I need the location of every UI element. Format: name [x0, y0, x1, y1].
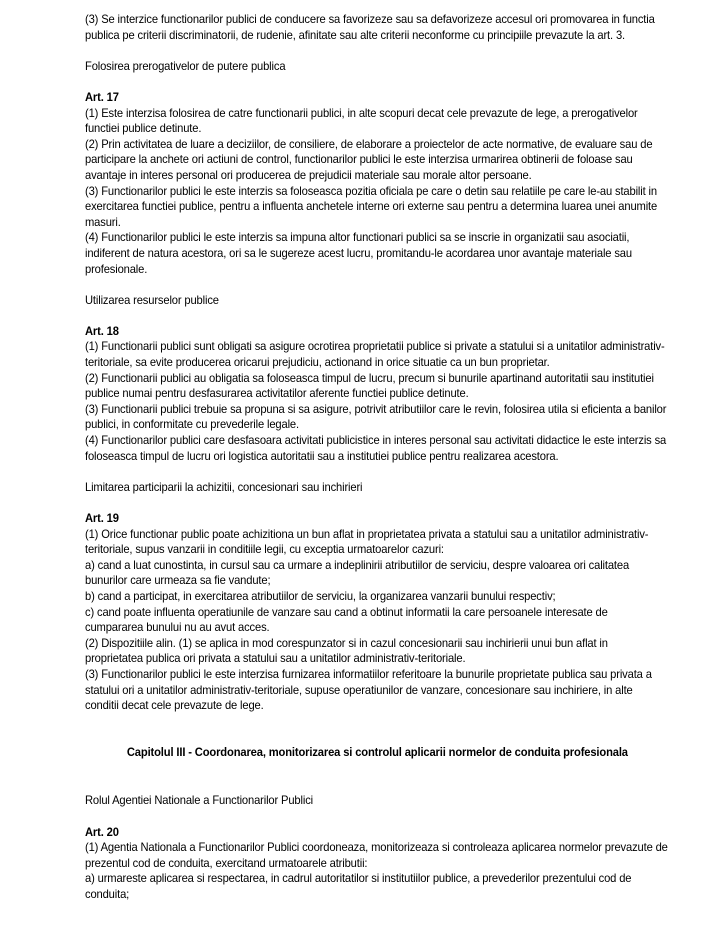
section-heading-resurse [85, 293, 668, 309]
article-paragraph: (2) Functionarii publici au obligatia sa foloseasca timpul de lucru, precum si bunurile apartinand autoritatii sau institutiei publice numai pentru desfasurarea activitatilor aferente functiei publice detinute. [85, 371, 654, 401]
article-paragraph: b) cand a participat, in exercitarea atributiilor de serviciu, la organizarea vanzarii bunului respectiv; [85, 589, 556, 603]
article-paragraph: (1) Agentia Nationala a Functionarilor Publici coordoneaza, monitorizeaza si controleaza aplicarea normelor prevazute de prezentul cod de conduita, exercitand urmatoarele atributii: [85, 841, 668, 870]
article-19 [85, 511, 668, 714]
intro-paragraph [85, 12, 668, 43]
article-title: Art. 19 [85, 512, 119, 525]
section-title: Rolul Agentiei Nationale a Functionarilor Publici [85, 794, 313, 808]
article-paragraph: (3) Functionarii publici trebuie sa propuna si sa asigure, potrivit atributiilor care le revin, folosirea utila si eficienta a banilor publici, in conformitate cu prevederile legale. [85, 402, 667, 432]
document-page [85, 12, 668, 918]
article-paragraph: (1) Functionarii publici sunt obligati sa asigure ocrotirea proprietatii publice si private a statului si a unitatilor administrativ-teritoriale, sa evite producerea oricarui prejudiciu, actionand in orice situatie ca un bun proprietar. [85, 340, 665, 370]
article-paragraph: (2) Dispozitiile alin. (1) se aplica in mod corespunzator si in cazul concesionarii sau inchirierii unui bun aflat in proprietatea publica ori privata a statului sau a unitatilor administrativ-teritoriale. [85, 636, 608, 666]
article-20 [85, 825, 668, 903]
chapter-heading [85, 745, 668, 761]
section-heading-prerogative [85, 59, 668, 75]
article-paragraph: (1) Este interzisa folosirea de catre functionarii publici, in alte scopuri decat cele prevazute de lege, a prerogativelor functiei publice detinute. [85, 106, 638, 136]
chapter-title: Capitolul III - Coordonarea, monitorizarea si controlul aplicarii normelor de conduita profesionala [126, 745, 628, 759]
article-paragraph: (2) Prin activitatea de luare a deciziilor, de consiliere, de elaborare a proiectelor de acte normative, de evaluare sau de participare la anchete ori actiuni de control, functionarilor publici le este interzisa urmarirea obtinerii de foloase sau avantaje in interes personal ori producerea de prejudicii materiale sau morale altor persoane. [85, 137, 653, 182]
article-title: Art. 20 [85, 825, 119, 839]
paragraph-text: (3) Se interzice functionarilor publici de conducere sa favorizeze sau sa defavorizeze accesul ori promovarea in functia publica pe criterii discriminatorii, de rudenie, afinitate sau alte criterii neconforme cu principiile prevazute la art. 3. [85, 13, 655, 42]
article-18 [85, 324, 668, 464]
article-paragraph: (3) Functionarilor publici le este interzis sa foloseasca pozitia oficiala pe care o detin sau relatiile pe care le-au stabilit in exercitarea functiei publice, pentru a influenta anchetele interne ori externe sau pentru a determina luarea unei anumite masuri. [85, 184, 658, 229]
section-title: Utilizarea resurselor publice [85, 293, 219, 307]
section-title: Limitarea participarii la achizitii, concesionari sau inchirieri [85, 480, 363, 494]
article-title: Art. 17 [85, 90, 119, 104]
section-title: Folosirea prerogativelor de putere publica [85, 59, 286, 73]
section-heading-achizitii [85, 480, 668, 496]
section-heading-agentie [85, 793, 668, 809]
article-title: Art. 18 [85, 324, 119, 338]
article-17 [85, 90, 668, 277]
article-paragraph: (4) Functionarilor publici care desfasoara activitati publicistice in interes personal sau activitati didactice le este interzis sa foloseasca timpul de lucru ori logistica autoritatii sau a institutiei publice pentru realizarea acestora. [85, 434, 667, 463]
article-paragraph: (3) Functionarilor publici le este interzisa furnizarea informatiilor referitoare la bunurile proprietate publica sau privata a statului ori a unitatilor administrativ-teritoriale, supuse operatiunilor de vanzare, concesionare sau inchiriere, in alte conditii decat cele prevazute de lege. [85, 667, 652, 713]
article-paragraph: a) cand a luat cunostinta, in cursul sau ca urmare a indeplinirii atributiilor de serviciu, despre valoarea ori calitatea bunurilor care urmeaza sa fie vandute; [85, 558, 630, 588]
article-paragraph: c) cand poate influenta operatiunile de vanzare sau cand a obtinut informatii la care persoanele interesate de cumpararea bunului nu au avut acces. [85, 605, 608, 635]
article-paragraph: (4) Functionarilor publici le este interzis sa impuna altor functionari publici sa se inscrie in organizatii sau asociatii, indiferent de natura acestora, ori sa le sugereze acest lucru, promitandu-le acordarea unor avantaje materiale sau profesionale. [85, 231, 632, 276]
article-paragraph: (1) Orice functionar public poate achizitiona un bun aflat in proprietatea privata a statului sau a unitatilor administrativ-teritoriale, supus vanzarii in conditiile legii, cu exceptia urmatoarelor cazuri: [85, 527, 649, 557]
article-paragraph: a) urmareste aplicarea si respectarea, in cadrul autoritatilor si institutiilor publice, a prevederilor prezentului cod de conduita; [85, 872, 632, 901]
